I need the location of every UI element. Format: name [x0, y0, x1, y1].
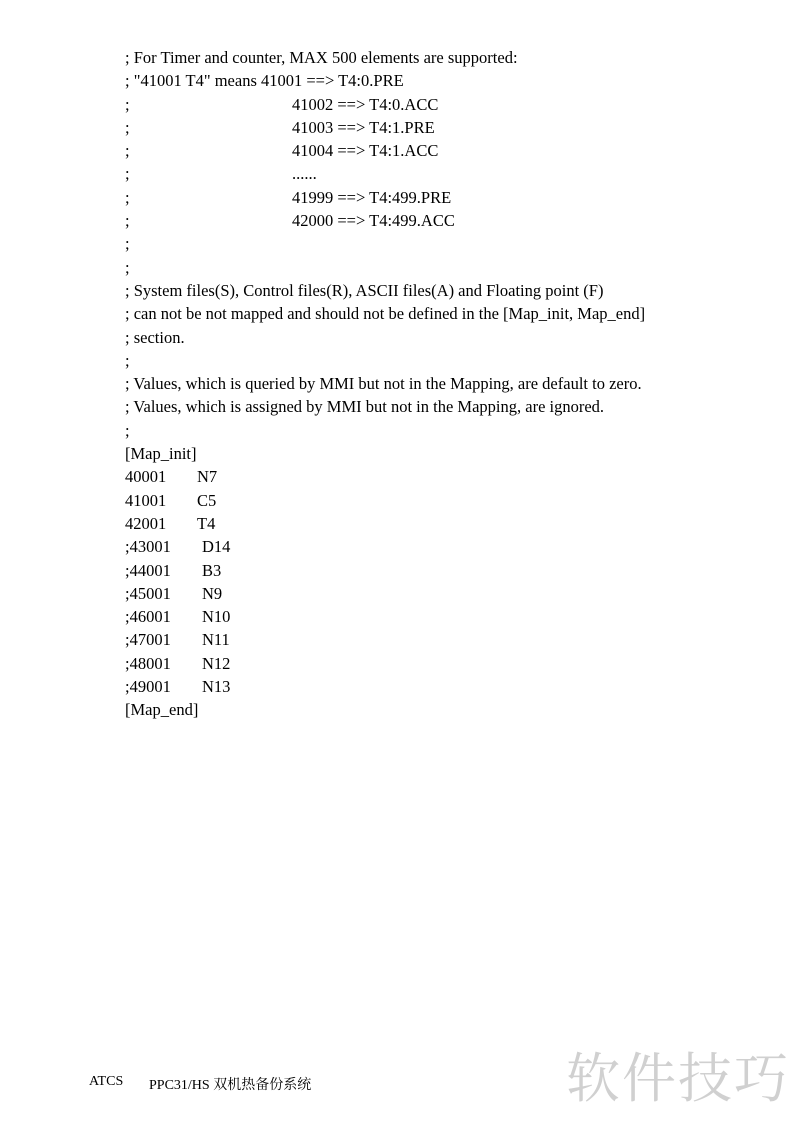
map-address: 41001	[125, 490, 167, 510]
text-line	[125, 69, 765, 92]
map-file: T4	[197, 513, 216, 533]
map-file: N12	[202, 653, 231, 673]
map-entry	[125, 465, 765, 488]
line-mapping-text: 41002 ==> T4:0.ACC	[292, 94, 439, 114]
text-line	[125, 116, 765, 139]
line-text: ;	[125, 141, 130, 161]
text-line	[125, 372, 765, 395]
line-mapping-text: 41003 ==> T4:1.PRE	[292, 117, 435, 137]
map-file: N11	[202, 630, 230, 650]
text-line	[125, 186, 765, 209]
line-mapping-text: 41999 ==> T4:499.PRE	[292, 187, 452, 207]
line-text: ;	[125, 94, 130, 114]
map-entry	[125, 512, 765, 535]
footer-doc-id: ATCS	[89, 1074, 124, 1089]
config-text-block	[125, 46, 765, 722]
line-text: ;	[125, 187, 130, 207]
line-text: ; Values, which is assigned by MMI but not in the Mapping, are ignored.	[125, 397, 605, 417]
map-entry	[125, 628, 765, 651]
line-mapping-text: ......	[292, 164, 317, 184]
text-line	[125, 279, 765, 302]
text-line	[125, 349, 765, 372]
page-footer	[89, 1074, 312, 1138]
text-line	[125, 162, 765, 185]
line-text: ;	[125, 117, 130, 137]
footer-doc-title: PPC31/HS 双机热备份系统	[149, 1078, 312, 1093]
map-entry	[125, 652, 765, 675]
text-line	[125, 302, 765, 325]
text-line	[125, 395, 765, 418]
map-end-line: [Map_end]	[125, 700, 199, 720]
map-address: 42001	[125, 513, 167, 533]
map-address: ;43001	[125, 537, 171, 557]
text-line	[125, 93, 765, 116]
line-mapping-text: 42000 ==> T4:499.ACC	[292, 211, 455, 231]
map-file: B3	[202, 560, 222, 580]
map-file: C5	[197, 490, 217, 510]
text-line	[125, 442, 765, 465]
text-line	[125, 419, 765, 442]
line-text: ;	[125, 257, 130, 277]
line-text: ; "41001 T4" means 41001 ==> T4:0.PRE	[125, 71, 404, 91]
watermark: 软件技巧	[566, 1047, 790, 1110]
map-entry	[125, 489, 765, 512]
text-line	[125, 139, 765, 162]
map-entry	[125, 535, 765, 558]
text-line	[125, 256, 765, 279]
map-address: ;49001	[125, 677, 171, 697]
map-file: N9	[202, 583, 223, 603]
line-text: ;	[125, 211, 130, 231]
map-entry	[125, 559, 765, 582]
text-line	[125, 209, 765, 232]
map-file: N7	[197, 467, 218, 487]
map-entry	[125, 675, 765, 698]
line-text: ; For Timer and counter, MAX 500 elements are supported:	[125, 48, 518, 67]
line-text: ;	[125, 350, 130, 370]
map-address: ;46001	[125, 607, 171, 627]
map-entry	[125, 605, 765, 628]
text-line	[125, 232, 765, 255]
line-text: ;	[125, 164, 130, 184]
map-file: N10	[202, 607, 231, 627]
map-file: D14	[202, 537, 231, 557]
line-text: ; Values, which is queried by MMI but not in the Mapping, are default to zero.	[125, 374, 642, 394]
map-address: ;45001	[125, 583, 171, 603]
text-line	[125, 46, 765, 69]
map-address: ;44001	[125, 560, 171, 580]
map-address: ;47001	[125, 630, 171, 650]
text-line	[125, 326, 765, 349]
line-text: [Map_init]	[125, 444, 197, 464]
map-entry	[125, 582, 765, 605]
line-mapping-text: 41004 ==> T4:1.ACC	[292, 141, 439, 161]
line-text: ; section.	[125, 327, 185, 347]
line-text: ;	[125, 234, 130, 254]
line-text: ;	[125, 420, 130, 440]
map-file: N13	[202, 677, 231, 697]
map-address: ;48001	[125, 653, 171, 673]
line-text: ; can not be not mapped and should not be defined in the [Map_init, Map_end]	[125, 304, 646, 324]
line-text: ; System files(S), Control files(R), ASCII files(A) and Floating point (F)	[125, 280, 604, 300]
map-address: 40001	[125, 467, 167, 487]
